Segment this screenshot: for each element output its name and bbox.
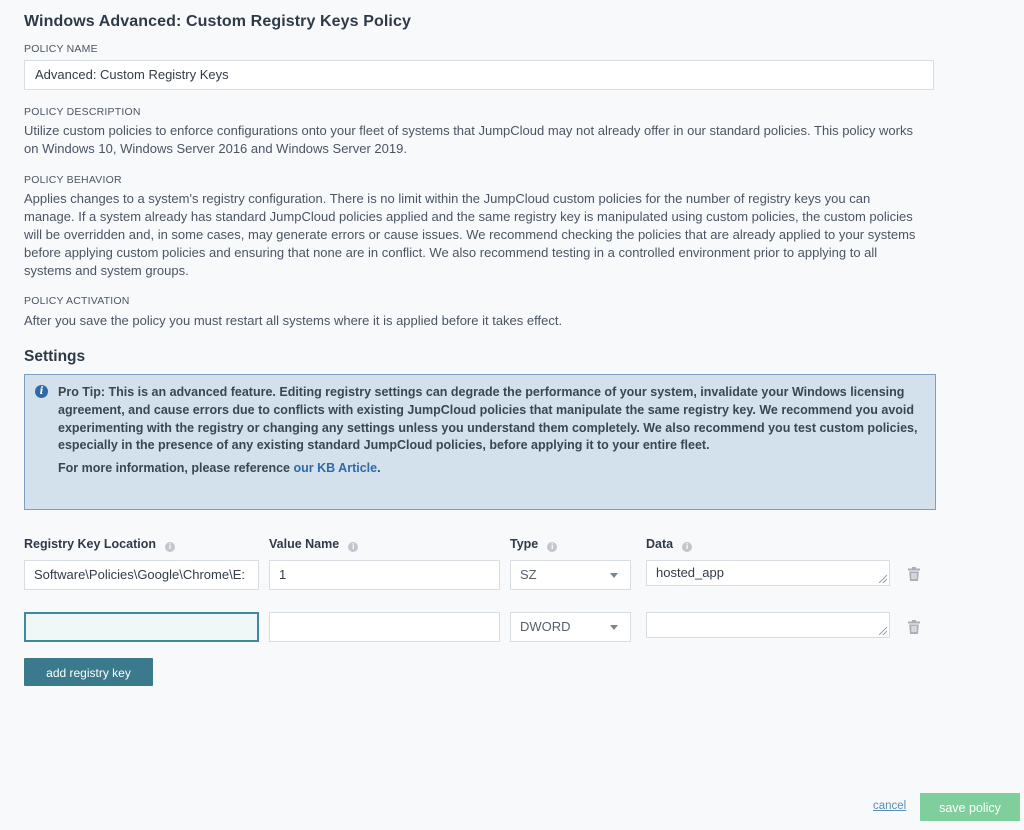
col-type — [510, 537, 557, 552]
col-location-label: Registry Key Location — [24, 537, 156, 551]
help-icon[interactable]: i — [348, 542, 358, 552]
more-prefix: For more information, please reference — [58, 461, 294, 476]
pro-tip-box — [24, 374, 936, 510]
registry-key-location-input[interactable]: Software\Policies\Google\Chrome\E: — [24, 560, 259, 590]
trash-icon[interactable] — [908, 567, 920, 581]
policy-activation-label: POLICY ACTIVATION — [24, 295, 130, 307]
col-type-label: Type — [510, 537, 539, 551]
policy-activation-text: After you save the policy you must restart all systems where it is applied before it takes effect. — [24, 313, 563, 328]
data-value: hosted_app — [656, 565, 724, 580]
settings-title: Settings — [24, 348, 86, 365]
policy-name-label: POLICY NAME — [24, 43, 98, 55]
policy-behavior-label: POLICY BEHAVIOR — [24, 174, 122, 186]
resize-handle-icon[interactable] — [879, 575, 887, 583]
registry-key-location-input[interactable] — [24, 612, 259, 642]
help-icon[interactable]: i — [682, 542, 692, 552]
col-value-name — [269, 537, 358, 552]
pro-tip-more — [58, 460, 923, 478]
policy-description-label: POLICY DESCRIPTION — [24, 106, 141, 118]
chevron-down-icon — [610, 573, 618, 578]
value-name-input[interactable] — [269, 612, 500, 642]
type-select[interactable] — [510, 612, 631, 642]
chevron-down-icon — [610, 625, 618, 630]
kb-article-link[interactable]: our KB Article — [293, 461, 378, 476]
info-icon: i — [35, 385, 48, 398]
type-selected: SZ — [520, 567, 537, 582]
add-registry-key-button[interactable]: add registry key — [24, 658, 153, 686]
policy-name-input[interactable]: Advanced: Custom Registry Keys — [24, 60, 934, 90]
more-suffix: . — [377, 461, 381, 476]
col-registry-key-location — [24, 537, 175, 552]
pro-tip-text: Pro Tip: This is an advanced feature. Editing registry settings can degrade the performance of your system, invalidate your Windows licensing agreement, and cause errors due to conflicts with existing JumpCloud policies that manipulate the same registry key. We recommend you avoid experimenting with the registry or changing any settings unless you understand them completely. We also recommend you test custom policies, especially in the presence of any existing standard JumpCloud policies, before applying it to your entire fleet. — [58, 385, 918, 453]
col-data-label: Data — [646, 537, 674, 551]
type-select[interactable] — [510, 560, 631, 590]
trash-icon[interactable] — [908, 620, 920, 634]
policy-behavior-text: Applies changes to a system's registry configuration. There is no limit within the JumpCloud custom policies for the number of registry keys you can manage. If a system already has standard JumpCloud policies applied and the same registry key is manipulated using custom policies, the custom policies will be overridden and, in some cases, may generate errors or cause issues. We recommend checking the policies that are already applied to your systems before applying custom policies and ensuring that none are in conflict. We also recommend testing in a controlled environment prior to applying to all systems and system groups. — [24, 191, 916, 278]
policy-description-text: Utilize custom policies to enforce configurations onto your fleet of systems that JumpCloud may not already offer in our standard policies. This policy works on Windows 10, Windows Server 2016 and Windows Server 2019. — [24, 123, 913, 156]
resize-handle-icon[interactable] — [879, 627, 887, 635]
data-textarea[interactable] — [646, 612, 890, 638]
col-data — [646, 537, 692, 552]
type-selected: DWORD — [520, 619, 571, 634]
value-name-input[interactable]: 1 — [269, 560, 500, 590]
col-value-name-label: Value Name — [269, 537, 340, 551]
save-policy-button[interactable]: save policy — [920, 793, 1020, 821]
page-title: Windows Advanced: Custom Registry Keys Policy — [24, 13, 411, 30]
help-icon[interactable]: i — [165, 542, 175, 552]
data-textarea[interactable] — [646, 560, 890, 586]
cancel-link[interactable]: cancel — [873, 800, 907, 812]
help-icon[interactable]: i — [547, 542, 557, 552]
